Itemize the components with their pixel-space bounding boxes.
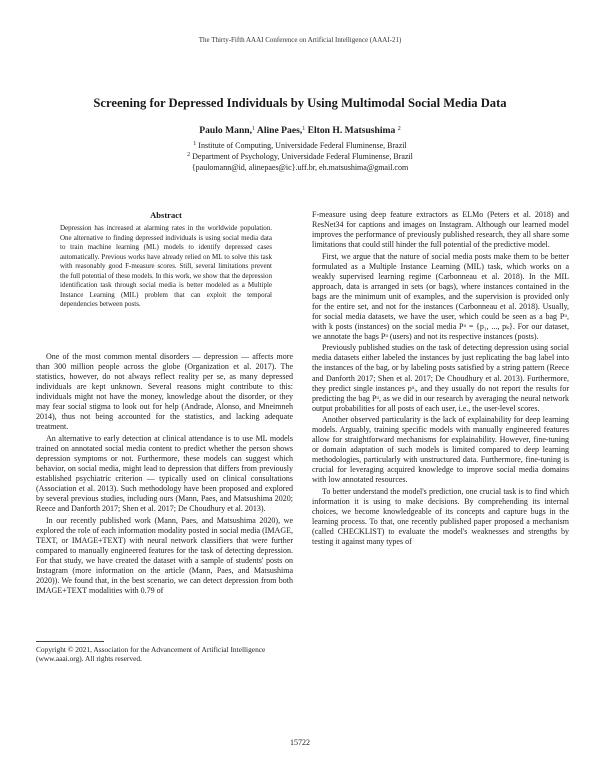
- page-number: 15722: [290, 738, 310, 747]
- conference-header: The Thirty-Fifth AAAI Conference on Artificial Intelligence (AAAI-21): [198, 36, 402, 44]
- abstract-text: Depression has increased at alarming rates in the worldwide population. One alternative to finding depressed individuals is using social media data to train machine learning (ML) models to identify depressed cases automatically. Previous works have already relied on ML to solve this task with reasonably good F-measure scores. Still, several limitations prevent the full potential of these models. In this work, we show that the depression identification task through social media is better modeled as a Multiple Instance Learning (MIL) problem that can exploit the temporal dependencies between posts.: [60, 224, 272, 309]
- paragraph: Previously published studies on the task of detecting depression using social media datasets either labeled the instances by just replicating the bag label into the instances of the bag, or by labeling posts satisfied by a string pattern (Reece and Danforth 2017; Shen et al. 2017; De Choudhury et al. 2013). Furthermore, they predict single instances pᵘᵢ, and they usually do not report the results for predicting the bag Pᵘ, as we did in our research by averaging the neural network output probabilities for all posts of each user, i.e., the user-level scores.: [312, 343, 569, 413]
- author-name: Aline Paes,: [255, 125, 303, 136]
- affiliation-text: Institute of Computing, Universidade Federal Fluminense, Brazil: [196, 141, 407, 150]
- affiliation-mark: 1: [193, 141, 197, 147]
- affiliation-text: Department of Psychology, Universidade Federal Fluminense, Brazil: [190, 152, 413, 161]
- author-name: Paulo Mann,: [199, 125, 253, 136]
- author-affiliation-mark: 1: [302, 126, 306, 132]
- footnote-divider: [36, 641, 104, 642]
- author-affiliation-mark: 2: [397, 126, 401, 132]
- affiliation-2: [0, 152, 600, 161]
- right-column-body: [312, 210, 569, 547]
- left-column-body: [36, 352, 293, 596]
- author-list: [0, 125, 600, 136]
- paragraph: To better understand the model's prediction, one crucial task is to find which information it is using to make decisions. By comprehending its internal choices, we become knowledgeable of its concepts and capture bugs in the learning process. To that, one recently published paper proposed a mechanism (called CHECKLIST) to evaluate the model's weaknesses and strengths by testing it against many types of: [312, 486, 569, 547]
- paragraph: First, we argue that the nature of social media posts make them to be better formulated as a Multiple Instance Learning (MIL) task, which works on a weakly supervised learning regime (Carbonneau et al. 2018). In the MIL approach, data is arranged in sets (or bags), where instances contained in the bags are the minimum unit of examples, and the supervision is provided only for the entire set, and not for the instances (Carbonneau et al. 2018). Usually, for social media datasets, we have the user, which could be seen as a bag Pᵘ, with k posts (instances) on the social media Pᵘ = {p₁, ..., pₖ}. For our dataset, we annotate the bags Pᵘ (users) and not its respective instances (posts).: [312, 251, 569, 341]
- paragraph: An alternative to early detection at clinical attendance is to use ML models trained on annotated social media content to predict whether the person shows depression symptoms or not. Furthermore, these models can suggest which behavior, on social media, might lead to depression that differs from previously established psychiatric criterion — typically used on clinical consultations (Association et al. 2013). Such methodology have been proposed and explored by several previous studies, including ours (Mann, Paes, and Matsushima 2020; Reece and Danforth 2017; Shen et al. 2017; De Choudhury et al. 2013).: [36, 433, 293, 514]
- paper-title: Screening for Depressed Individuals by Using Multimodal Social Media Data: [93, 96, 507, 110]
- paragraph: Another observed particularity is the lack of explainability for deep learning models. Arguably, training specific models with manually engineered features allow for straightforward mechanisms for explainability. However, fine-tuning or domain adaptation of such models is limited compared to deep learning methodologies, particularly with unstructured data. Furthermore, fine-tuning is crucial for leveraging acquired knowledge to improve social media domains with low annotated resources.: [312, 415, 569, 485]
- paragraph: In our recently published work (Mann, Paes, and Matsushima 2020), we explored the role of each information modality posted in social media (IMAGE, TEXT, or IMAGE+TEXT) with neural network classifiers that were further compared to manually engineered features for the task of detecting depression. For that study, we have created the dataset with a sample of students' posts on Instagram (more information on the article (Mann, Paes, and Matsushima 2020)). We found that, in the best scenario, we can detect depression from both IMAGE+TEXT modalities with 0.79 of: [36, 515, 293, 595]
- author-emails: {paulomann@id, alinepaes@ic}.uff.br, eh.matsushima@gmail.com: [191, 163, 409, 172]
- author-name: Elton H. Matsushima: [305, 125, 398, 136]
- paragraph: F-measure using deep feature extractors as ELMo (Peters et al. 2018) and ResNet34 for captions and images on Instagram. Although our learned model improves the performance of previously published research, they all share some limitations that could still hinder the full potential of the predictive model.: [312, 210, 569, 250]
- paragraph: One of the most common mental disorders — depression — affects more than 300 million people across the globe (Organization et al. 2017). The statistics, however, do not always reflect reality per se, as many depressed individuals are kept unknown. Several reasons might contribute to this: individuals might not have the money, knowledge about the disorder, or they may fear social stigma to look out for help (Andrade, Alonso, and Mneimneh 2014), thus not being accounted for the statistics, and lacking adequate treatment.: [36, 352, 293, 432]
- affiliation-1: [0, 141, 600, 150]
- copyright-notice: Copyright © 2021, Association for the Advancement of Artificial Intelligence (www.aaai.org). All rights reserved.: [36, 645, 266, 664]
- abstract-heading: Abstract: [150, 210, 182, 220]
- affiliation-mark: 2: [187, 152, 191, 158]
- author-affiliation-mark: 1: [252, 126, 256, 132]
